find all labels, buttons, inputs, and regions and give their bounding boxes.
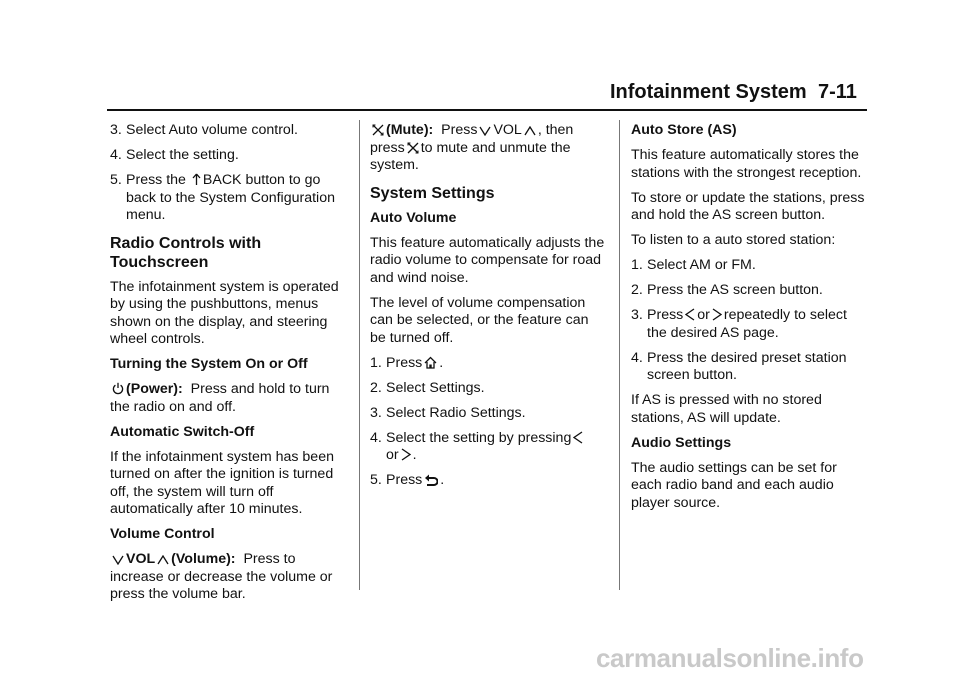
step-number: 3.: [370, 404, 382, 421]
column-1: [110, 122, 350, 611]
power-label: (Power):: [126, 381, 183, 397]
power-icon: [112, 382, 124, 395]
chevron-right-icon: [712, 308, 722, 321]
chevron-left-icon: [685, 308, 695, 321]
step-number: 4.: [110, 147, 122, 163]
radio-controls-paragraph: The infotainment system is operated by using the pushbuttons, menus shown on the display, and steering wheel controls.: [110, 278, 339, 347]
vol-label: VOL: [126, 551, 156, 567]
subheading-audio-settings: Audio Settings: [631, 434, 732, 451]
step-text-pre: Select the setting by pressing: [386, 429, 572, 446]
chevron-right-icon: [401, 448, 411, 461]
mute-label: (Mute):: [386, 122, 434, 138]
step-text-or: or: [697, 307, 710, 323]
step-number: 2.: [631, 282, 643, 298]
column-divider-1: [359, 120, 360, 590]
column-divider-2: [619, 120, 620, 590]
mute-paragraph: [370, 122, 608, 175]
step-text-or: or: [386, 447, 399, 463]
step-number: 3.: [631, 307, 643, 323]
chevron-up-icon: [524, 126, 536, 136]
back-arrow-icon: [192, 173, 201, 186]
step-3: [110, 122, 350, 140]
step-text-rest: BACK button to go back to the System Configuration menu.: [126, 172, 335, 223]
step-3: [631, 307, 869, 342]
step-text: Select Settings.: [386, 379, 485, 396]
step-text-pre: Press: [386, 472, 423, 488]
step-number: 4.: [631, 349, 643, 366]
step-4: [370, 430, 608, 465]
step-number: 4.: [370, 429, 382, 446]
step-text-post: .: [440, 472, 445, 488]
step-number: 5.: [110, 172, 122, 188]
step-text-pre: Press the: [126, 172, 186, 188]
step-text: Press the desired preset station screen button.: [647, 349, 847, 383]
subheading-auto-switch-off: Automatic Switch-Off: [110, 423, 255, 440]
column-3: [631, 122, 869, 520]
store-paragraph: To store or update the stations, press and hold the AS screen button.: [631, 189, 865, 223]
step-number: 1.: [370, 354, 382, 371]
subheading-auto-store: Auto Store (AS): [631, 122, 737, 138]
volume-text: Press to increase or decrease the volume or press the volume bar.: [110, 551, 333, 602]
chevron-down-icon: [112, 555, 124, 565]
header-rule: [107, 109, 867, 111]
step-text: Select Auto volume control.: [126, 122, 298, 138]
step-5: [370, 472, 608, 490]
column-2: [370, 122, 608, 497]
subheading-auto-volume: Auto Volume: [370, 209, 457, 226]
auto-volume-paragraph-1: This feature automatically adjusts the radio volume to compensate for road and wind noise.: [370, 234, 605, 286]
page-number: 7-11: [818, 81, 857, 103]
mute-icon: [407, 142, 419, 154]
step-5: [110, 172, 350, 225]
step-4: [631, 350, 869, 385]
step-text-post: .: [412, 447, 417, 463]
step-text-pre: Press: [386, 354, 423, 371]
step-number: 3.: [110, 122, 122, 138]
section-title: Infotainment System: [610, 81, 807, 103]
mute-icon: [372, 124, 384, 136]
step-1: [631, 257, 869, 275]
listen-paragraph: To listen to a auto stored station:: [631, 232, 836, 248]
step-number: 2.: [370, 379, 382, 396]
mute-then: , then press: [370, 122, 574, 156]
mute-vol: VOL: [493, 122, 522, 138]
chevron-up-icon: [157, 555, 169, 565]
step-text: Select the setting.: [126, 147, 239, 163]
step-text: Select AM or FM.: [647, 257, 756, 273]
auto-store-paragraph: This feature automatically stores the stations with the strongest reception.: [631, 147, 862, 181]
auto-volume-paragraph-2: The level of volume compensation can be selected, or the feature can be turned off.: [370, 294, 589, 346]
step-text: [386, 472, 608, 490]
home-icon: [424, 356, 437, 369]
step-1: [370, 355, 608, 373]
step-number: 1.: [631, 257, 643, 273]
step-text-pre: Press: [647, 307, 684, 323]
step-text: [386, 355, 608, 373]
heading-system-settings: System Settings: [370, 184, 495, 202]
step-3: [370, 405, 608, 423]
step-text: Press the AS screen button.: [647, 282, 823, 298]
audio-paragraph: The audio settings can be set for each radio band and each audio player source.: [631, 459, 837, 511]
volume-label: (Volume):: [171, 551, 236, 567]
chevron-left-icon: [573, 431, 583, 444]
as-paragraph: If AS is pressed with no stored stations, AS will update.: [631, 392, 822, 426]
watermark-link[interactable]: carmanualsonline.info: [596, 643, 864, 673]
auto-switch-paragraph: If the infotainment system has been turned on after the ignition is turned off, the system will turn off automatically after 10 minutes.: [110, 448, 334, 517]
power-paragraph: [110, 381, 350, 416]
step-4: [110, 147, 350, 165]
subheading-volume-control: Volume Control: [110, 526, 215, 542]
mute-rest: to mute and unmute the system.: [370, 139, 571, 173]
volume-paragraph: [110, 551, 350, 604]
mute-press: Press: [441, 122, 478, 138]
subheading-turning-on-off: Turning the System On or Off: [110, 356, 308, 372]
step-text: [126, 172, 350, 225]
step-text-post: .: [439, 354, 444, 371]
step-number: 5.: [370, 472, 382, 488]
chevron-down-icon: [479, 126, 491, 136]
power-text: Press and hold to turn the radio on and off.: [110, 381, 330, 415]
step-text: [386, 430, 608, 465]
step-text: Select Radio Settings.: [386, 404, 526, 421]
step-text-rest: repeatedly to select the desired AS page.: [647, 307, 847, 341]
step-2: [370, 380, 608, 398]
step-2: [631, 282, 869, 300]
heading-radio-controls: Radio Controls with Touchscreen: [110, 234, 262, 271]
step-text: [647, 307, 869, 342]
back-return-icon: [424, 474, 438, 486]
